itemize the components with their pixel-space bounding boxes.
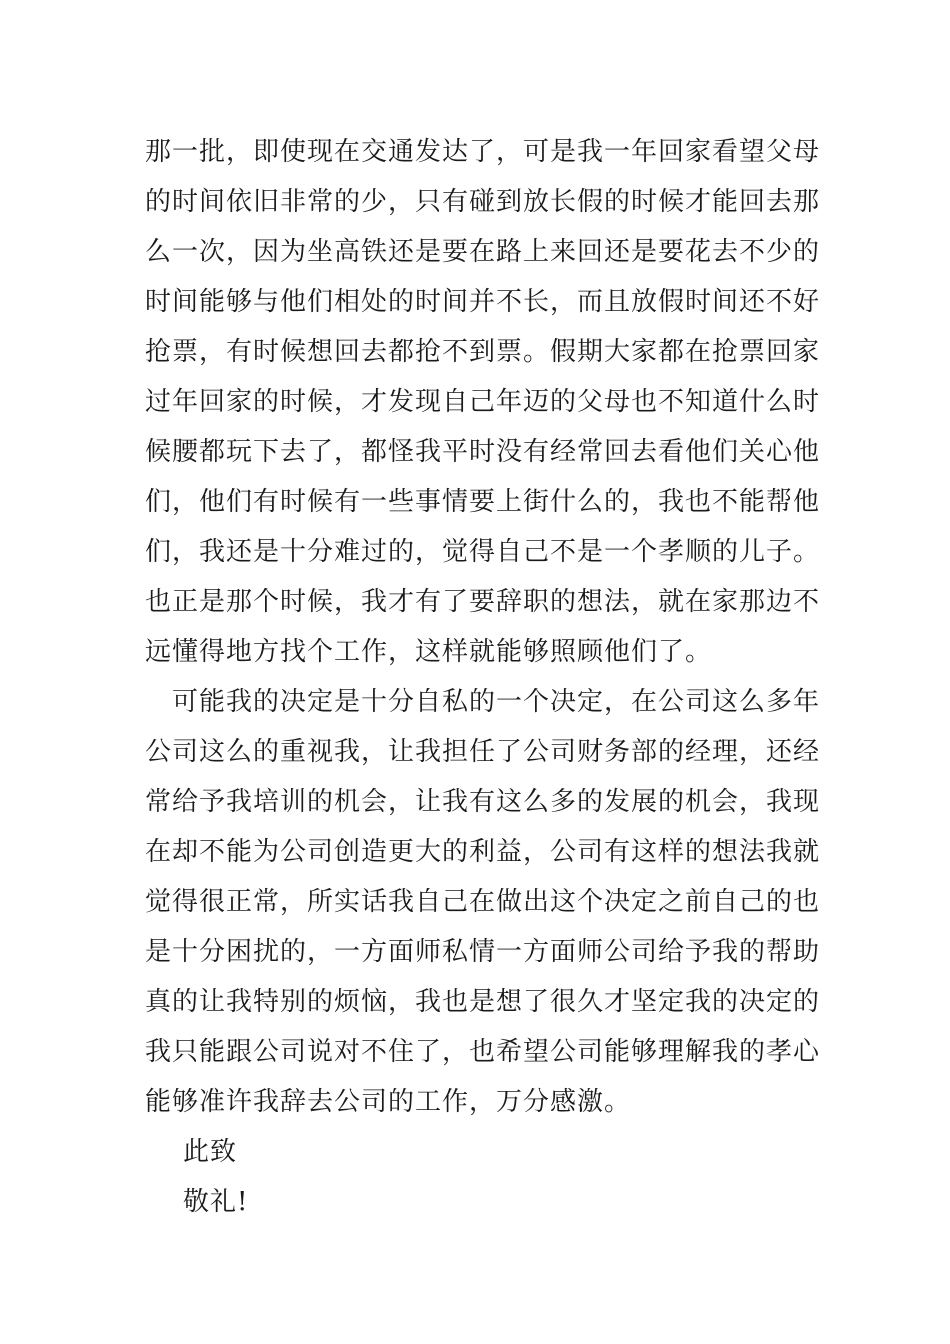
text-line: 远懂得地方找个工作，这样就能够照顾他们了。 [145,637,713,667]
text-line: 的时间依旧非常的少，只有碰到放长假的时候才能回去那 [145,187,821,217]
text-line: 候腰都玩下去了，都怪我平时没有经常回去看他们关心他 [145,437,821,467]
text-line: 也正是那个时候，我才有了要辞职的想法，就在家那边不 [145,587,821,617]
text-line: 们，他们有时候有一些事情要上街什么的，我也不能帮他 [145,487,821,517]
text-line: 公司这么的重视我，让我担任了公司财务部的经理，还经 [145,737,821,767]
text-line: 觉得很正常，所实话我自己在做出这个决定之前自己的也 [145,887,821,917]
text-line: 可能我的决定是十分自私的一个决定，在公司这么多年 [145,687,821,717]
letter-body [145,127,821,1227]
text-line: 我只能跟公司说对不住了，也希望公司能够理解我的孝心 [145,1037,821,1067]
text-line: 抢票，有时候想回去都抢不到票。假期大家都在抢票回家 [145,337,821,367]
text-line: 是十分困扰的，一方面师私情一方面师公司给予我的帮助 [145,937,821,967]
text-line: 过年回家的时候，才发现自己年迈的父母也不知道什么时 [145,387,821,417]
closing-regards: 敬礼! [183,1187,249,1217]
text-line: 时间能够与他们相处的时间并不长，而且放假时间还不好 [145,287,821,317]
text-line: 常给予我培训的机会，让我有这么多的发展的机会，我现 [145,787,821,817]
text-line: 在却不能为公司创造更大的利益，公司有这样的想法我就 [145,837,821,867]
text-line: 么一次，因为坐高铁还是要在路上来回还是要花去不少的 [145,237,821,267]
text-line: 们，我还是十分难过的，觉得自己不是一个孝顺的儿子。 [145,537,821,567]
text-line: 能够准许我辞去公司的工作，万分感激。 [145,1087,632,1117]
text-line: 那一批，即使现在交通发达了，可是我一年回家看望父母 [145,137,821,167]
text-line: 真的让我特别的烦恼，我也是想了很久才坚定我的决定的 [145,987,821,1017]
closing-salutation: 此致 [183,1137,238,1167]
